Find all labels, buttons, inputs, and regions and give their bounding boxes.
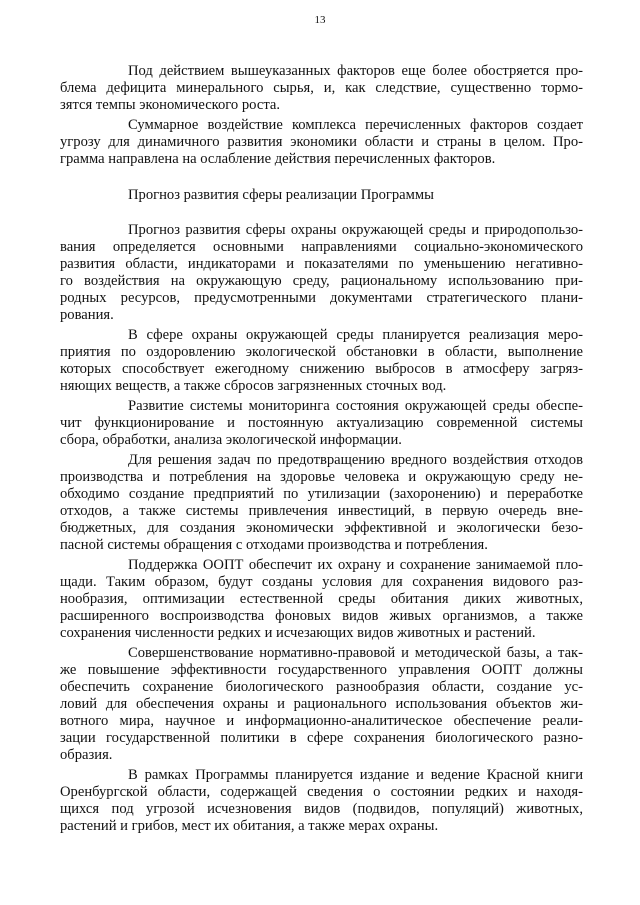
text-line: нообразия, оптимизации естественной среды обитания диких животных, [60,591,583,607]
text-line: щади. Таким образом, будут созданы условия для сохранения видового раз- [60,574,583,590]
text-line: образия. [60,747,113,763]
text-line: го воздействия на окружающую среду, рациональному использованию при- [60,273,583,289]
text-line: обеспечить сохранение биологического разнообразия области, создание ус- [60,679,583,695]
text-line: расширенного воспроизводства фоновых видов живых организмов, а также [60,608,583,624]
text-line: В сфере охраны окружающей среды планируется реализация меро- [128,327,583,343]
page-number: 13 [314,14,326,26]
text-line: приятия по оздоровлению экологической обстановки в области, выполнение [60,344,583,360]
text-line: блема дефицита минерального сырья, и, как следствие, существенно тормо- [60,80,583,96]
text-line: угрозу для динамичного развития экономики области и страны в целом. Про- [60,134,583,150]
text-line: грамма направлена на ослабление действия перечисленных факторов. [60,151,496,167]
text-line: зации государственной политики в сфере сохранения биологического разно- [60,730,583,746]
text-line: пасной системы обращения с отходами производства и потребления. [60,537,488,553]
text-line: вания определяется основными направлениями социально-экономического [60,239,583,255]
text-line: обходимо создание предприятий по утилизации (захоронению) и переработке [60,486,583,502]
text-line: Оренбургской области, содержащей сведения о состоянии редких и находя- [60,784,583,800]
text-line: сохранения численности редких и исчезающих видов животных и растений. [60,625,536,641]
text-line: Под действием вышеуказанных факторов еще более обостряется про- [128,63,583,79]
text-line: Совершенствование нормативно-правовой и методической базы, а так- [128,645,583,661]
text-line: щихся под угрозой исчезновения видов (подвидов, популяций) животных, [60,801,583,817]
text-line: Суммарное воздействие комплекса перечисленных факторов создает [128,117,583,133]
text-line: чит функционирование и постоянную актуализацию современной системы [60,415,583,431]
section-heading: Прогноз развития сферы реализации Программы [128,187,434,203]
text-line: родных ресурсов, предусмотренными документами стратегического плани- [60,290,583,306]
text-line: бюджетных, для создания экономически эффективной и экологически безо- [60,520,583,536]
text-line: сбора, обработки, анализа экологической информации. [60,432,402,448]
text-line: которых способствует ежегодному снижению выбросов в атмосферу загряз- [60,361,583,377]
text-line: зятся темпы экономического роста. [60,97,280,113]
text-line: Прогноз развития сферы охраны окружающей среды и природопользо- [128,222,583,238]
text-line: вотного мира, научное и информационно-аналитическое обеспечение реали- [60,713,583,729]
text-line: Для решения задач по предотвращению вредного воздействия отходов [128,452,583,468]
text-line: же повышение эффективности государственного управления ООПТ должны [60,662,583,678]
text-line: рования. [60,307,114,323]
text-line: ловий для обеспечения охраны и рационального использования объектов жи- [60,696,583,712]
text-line: Развитие системы мониторинга состояния окружающей среды обеспе- [128,398,583,414]
text-line: растений и грибов, мест их обитания, а также мерах охраны. [60,818,439,834]
text-line: отходов, а также системы привлечения инвестиций, в первую очередь вне- [60,503,583,519]
text-line: В рамках Программы планируется издание и ведение Красной книги [128,767,583,783]
text-line: производства и потребления на здоровье человека и окружающую среду не- [60,469,583,485]
text-line: Поддержка ООПТ обеспечит их охрану и сохранение занимаемой пло- [128,557,583,573]
text-line: няющих веществ, а также сбросов загрязненных сточных вод. [60,378,447,394]
text-line: развития области, индикаторами и показателями по уменьшению негативно- [60,256,583,272]
